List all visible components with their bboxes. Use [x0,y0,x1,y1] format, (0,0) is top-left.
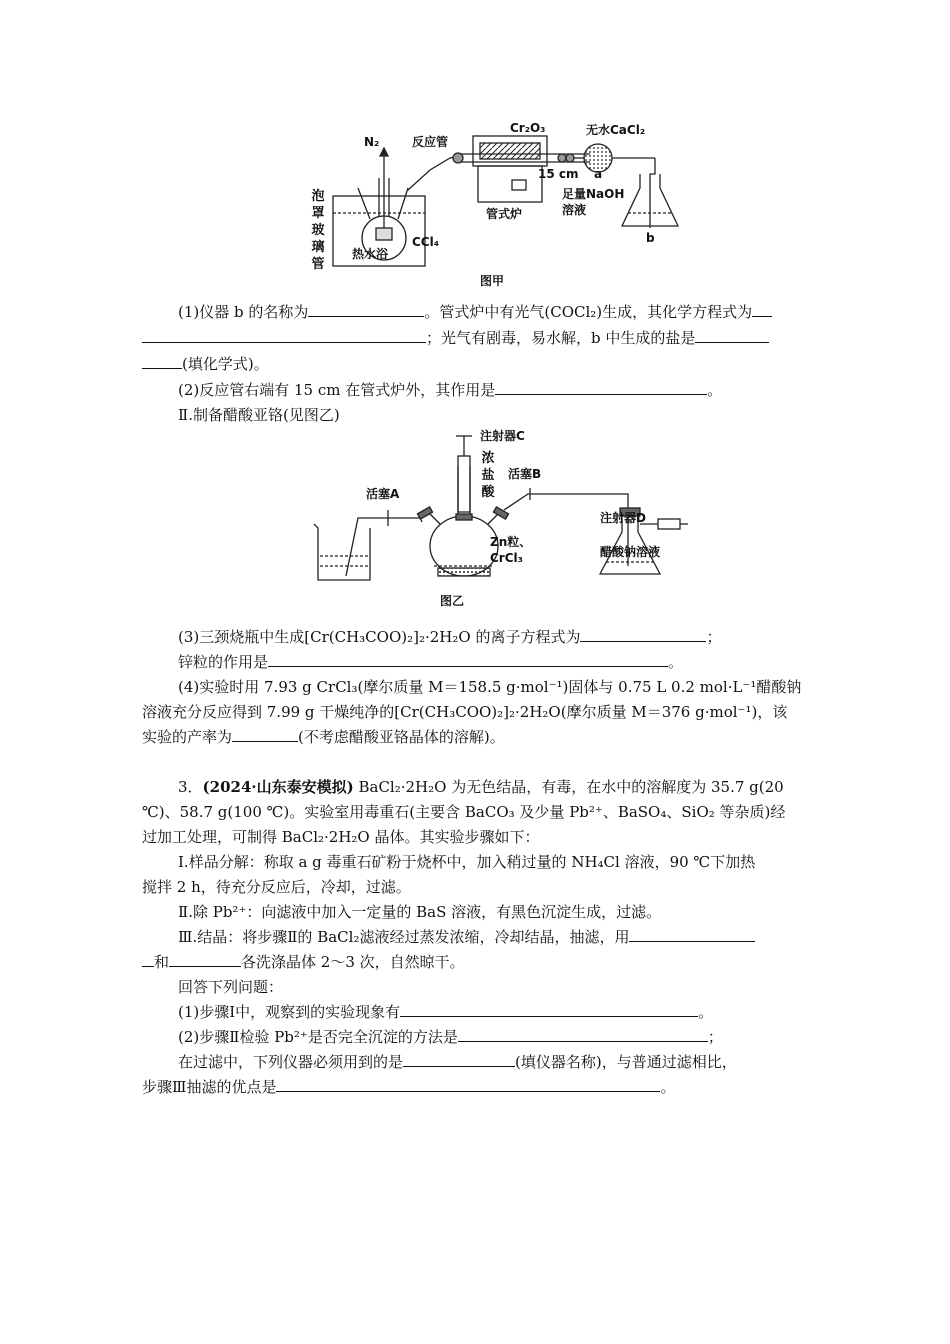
label-length: 15 cm [538,167,579,181]
label-zn: Zn粒、 [490,535,532,549]
q3-line2: 锌粒的作用是 。 [178,653,684,671]
step-1-line1: Ⅰ.样品分解：称取 a g 毒重石矿粉于烧杯中，加入稍过量的 NH₄Cl 溶液，90 ℃下加热 [178,853,756,871]
section-2-heading: Ⅱ.制备醋酸亚铬(见图乙) [178,406,340,424]
blank[interactable] [403,1052,515,1067]
problem-3-line3: 过加工处理，可制得 BaCl₂·2H₂O 晶体。其实验步骤如下： [142,828,540,846]
blank[interactable] [752,302,772,317]
label-syringe-d: 注射器D [600,511,646,525]
step-1-line2: 搅拌 2 h，待充分反应后，冷却，过滤。 [142,878,411,896]
q1-line2: ；光气有剧毒，易水解，b 中生成的盐是 [142,328,822,348]
three-neck-flask [430,516,498,576]
label-a: a [594,167,603,181]
answer-heading: 回答下列问题： [178,978,284,996]
blank[interactable] [142,952,154,967]
label-syringe-c: 注射器C [480,429,525,443]
label-n2: N₂ [364,135,380,149]
blank[interactable] [268,652,668,667]
label-sodium-acetate: 醋酸钠溶液 [600,545,661,559]
figure-b-caption: 图乙 [440,594,465,608]
blank[interactable] [495,380,707,395]
label-crcl3: CrCl₃ [490,551,523,565]
label-reaction-tube: 反应管 [412,135,449,149]
blank[interactable] [580,627,706,642]
label-stopcock-a: 活塞A [366,487,400,501]
label-stopcock-b: 活塞B [508,467,542,481]
syringe-c [458,456,470,512]
step-3-line1: Ⅲ.结晶：将步骤Ⅱ的 BaCl₂滤液经过蒸发浓缩，冷却结晶，抽滤，用 [142,927,858,947]
problem-3-line2: ℃)、58.7 g(100 ℃)。实验室用毒重石(主要含 BaCO₃ 及少量 Pb²⁺、BaSO₄、SiO₂ 等杂质)经 [142,803,786,821]
label-concentrated-hcl: 浓盐酸 [481,451,495,500]
syringe-d [658,519,680,529]
label-water-bath: 热水浴 [352,247,389,261]
step-3-line2: 和 各洗涤晶体 2～3 次，自然晾干。 [142,952,822,972]
q4-line2: 溶液充分反应得到 7.99 g 干燥纯净的[Cr(CH₃COO)₂]₂·2H₂O(摩尔质量 M＝376 g·mol⁻¹)，该 [142,703,788,721]
r2-line: (2)步骤Ⅱ检验 Pb²⁺是否完全沉淀的方法是 ； [178,1028,723,1046]
figure-b [310,426,690,612]
figure-a [300,118,690,298]
q2-line: (2)反应管右端有 15 cm 在管式炉外，其作用是 。 [178,381,723,399]
label-naoh-solution: 溶液 [562,203,587,217]
r3-line1: 在过滤中，下列仪器必须用到的是 (填仪器名称)，与普通过滤相比， [178,1053,737,1071]
blank[interactable] [142,354,182,369]
label-naoh: 足量NaOH [562,187,625,201]
blank[interactable] [308,302,424,317]
blank[interactable] [695,328,769,343]
blank[interactable] [629,927,755,942]
blank[interactable] [232,727,298,742]
blank[interactable] [458,1027,708,1042]
q4-line3: 实验的产率为 (不考虑醋酸亚铬晶体的溶解)。 [142,728,505,746]
blank[interactable] [276,1077,660,1092]
beaker [314,524,370,580]
q3-line1: (3)三颈烧瓶中生成[Cr(CH₃COO)₂]₂·2H₂O 的离子方程式为 ； [178,628,722,646]
q1-line3: (填化学式)。 [142,354,822,374]
q4-line1: (4)实验时用 7.93 g CrCl₃(摩尔质量 M＝158.5 g·mol⁻¹)固体与 0.75 L 0.2 mol·L⁻¹醋酸钠 [178,678,802,696]
figure-a-caption: 图甲 [480,274,505,288]
r1-line: (1)步骤Ⅰ中，观察到的实验现象有 。 [178,1003,714,1021]
problem-3-source: (2024·山东泰安模拟) [202,778,354,796]
label-cr2o3: Cr₂O₃ [510,121,546,135]
label-ccl4: CCl₄ [412,235,439,249]
label-furnace: 管式炉 [486,207,523,221]
blank[interactable] [142,328,426,343]
furnace-body [478,166,542,202]
blank[interactable] [169,952,241,967]
step-2-line: Ⅱ.除 Pb²⁺：向滤液中加入一定量的 BaS 溶液，有黑色沉淀生成，过滤。 [178,903,662,921]
label-foam-tube: 泡罩玻璃管 [311,189,325,272]
label-b: b [646,231,655,245]
blank[interactable] [400,1002,698,1017]
r3-line2: 步骤Ⅲ抽滤的优点是 。 [142,1078,676,1096]
label-cacl2: 无水CaCl₂ [586,123,646,137]
q1-line1: (1)仪器 b 的名称为 。管式炉中有光气(COCl₂)生成，其化学方程式为 [142,302,858,322]
problem-3-line1: 3．(2024·山东泰安模拟) BaCl₂·2H₂O 为无色结晶，有毒，在水中的溶解度为 35.7 g(20 [178,778,784,796]
